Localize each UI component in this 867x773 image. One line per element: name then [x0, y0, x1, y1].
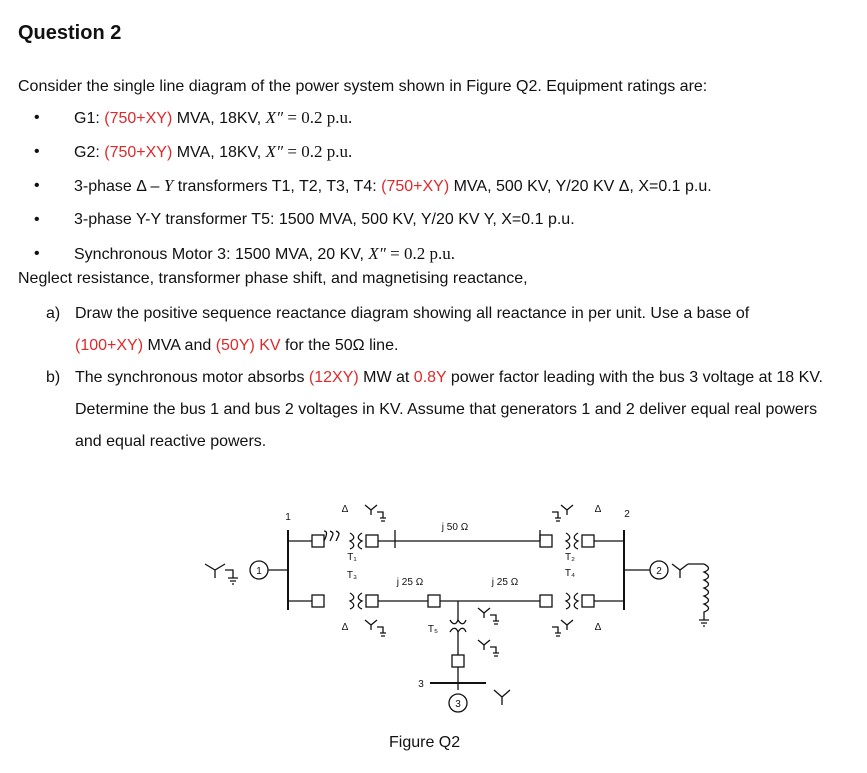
- transformer-t1: [288, 504, 395, 581]
- rating-g1: • G1: (750+XY) MVA, 18KV, X″ = 0.2 p.u.: [34, 108, 353, 127]
- bus-2-label: 2: [624, 509, 630, 520]
- intro-text: Consider the single line diagram of the power system shown in Figure Q2. Equipment ratings are:: [18, 78, 708, 95]
- svg-text:T₃: T₃: [346, 570, 358, 581]
- motor-3: [449, 690, 510, 712]
- svg-text:Δ: Δ: [594, 622, 602, 633]
- part-a: a) Draw the positive sequence reactance diagram showing all reactance in per unit. Use a base of (100+XY) MVA and (50Y) KV for the 50Ω line.: [46, 298, 846, 362]
- svg-text:j 50 Ω: j 50 Ω: [441, 522, 469, 533]
- neglect-text: Neglect resistance, transformer phase shift, and magnetising reactance,: [18, 270, 528, 287]
- line-50-ohm: [395, 522, 540, 541]
- part-a-label: a): [46, 305, 61, 322]
- question-title: Question 2: [18, 22, 122, 44]
- svg-text:T₁: T₁: [347, 552, 357, 563]
- svg-text:2: 2: [656, 566, 662, 577]
- svg-text:Δ: Δ: [341, 504, 349, 515]
- figure-caption: Figure Q2: [389, 734, 461, 751]
- rating-t5: • 3-phase Y-Y transformer T5: 1500 MVA, 500 KV, Y/20 KV Y, X=0.1 p.u.: [34, 211, 575, 228]
- rating-motor3: • Synchronous Motor 3: 1500 MVA, 20 KV, X″ = 0.2 p.u.: [34, 244, 455, 263]
- part-b-label: b): [46, 369, 61, 386]
- transformer-t3: [288, 593, 395, 636]
- svg-text:Δ: Δ: [341, 622, 349, 633]
- generator-1: [205, 561, 288, 584]
- svg-text:T₂: T₂: [565, 552, 575, 563]
- svg-text:3: 3: [455, 699, 461, 710]
- part-b: b) The synchronous motor absorbs (12XY) MW at 0.8Y power factor leading with the bus 3 voltage at 18 KV. Determine the bus 1 and bus 2 voltages in KV. Assume that generators 1 and 2 deliver equal real powers and equal reactive powers.: [46, 362, 846, 458]
- line-25-ohm-right: j 25 Ω: [491, 577, 519, 588]
- svg-text:Δ: Δ: [594, 504, 602, 515]
- svg-text:T₅: T₅: [427, 624, 439, 635]
- rating-t1-t4: • 3-phase Δ – Y transformers T1, T2, T3, T4: (750+XY) MVA, 500 KV, Y/20 KV Δ, X=0.1 p.u.: [34, 176, 712, 195]
- rating-g2: • G2: (750+XY) MVA, 18KV, X″ = 0.2 p.u.: [34, 142, 353, 161]
- line-25-ohm-left: j 25 Ω: [396, 577, 424, 588]
- transformer-t2: [540, 504, 624, 579]
- svg-text:1: 1: [256, 566, 262, 577]
- svg-text:T₄: T₄: [564, 568, 576, 579]
- bus-3-label: 3: [418, 679, 424, 690]
- bus-1-label: 1: [285, 512, 291, 523]
- transformer-t5: [428, 601, 499, 690]
- generator-2: [624, 561, 709, 626]
- transformer-t4: [540, 593, 624, 636]
